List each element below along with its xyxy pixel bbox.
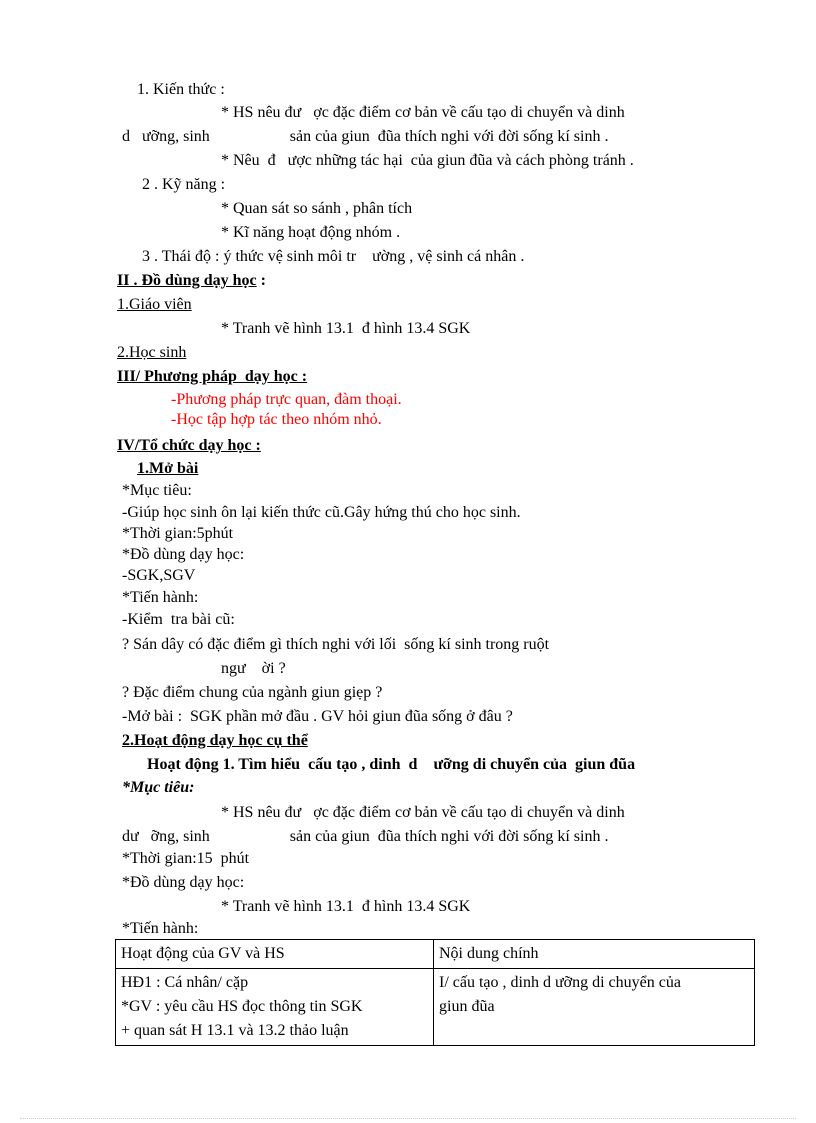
hoat-dong-1-title: Hoạt động 1. Tìm hiểu cấu tạo , dinh d ưỡng di chuyển của giun đũa: [147, 756, 636, 773]
hd1-thoi-gian: *Thời gian:15 phút: [122, 850, 250, 867]
do-dung-text: -SGK,SGV: [122, 567, 196, 584]
kiem-tra-label: -Kiểm tra bài cũ:: [122, 611, 235, 628]
cell-line: + quan sát H 13.1 và 13.2 thảo luận: [121, 1022, 349, 1039]
ky-nang-line-1: * Quan sát so sánh , phân tích: [221, 200, 413, 217]
section-3-heading: III/ Phương pháp dạy học :: [117, 368, 308, 385]
kien-thuc-line-2: d ưỡng, sinh sản của giun đũa thích nghi với đời sống kí sinh .: [122, 128, 609, 145]
hd1-tien-hanh-label: *Tiến hành:: [122, 920, 199, 937]
table-header-row: [116, 940, 755, 969]
do-dung-label: *Đồ dùng dạy học:: [122, 546, 245, 563]
table-header-cell: Hoạt động của GV và HS: [116, 940, 434, 969]
kien-thuc-line-3: * Nêu đ ược những tác hại của giun đũa và cách phòng tránh .: [221, 152, 634, 169]
hoat-dong-day-hoc-heading: 2.Hoạt động dạy học cụ thể: [122, 732, 308, 749]
kien-thuc-line-1: * HS nêu đư ợc đặc điểm cơ bản về cấu tạo di chuyển và dinh: [221, 104, 625, 121]
page-bottom-rule: [20, 1118, 796, 1119]
thoi-gian-label: *Thời gian:5phút: [122, 525, 234, 542]
mo-bai-text: -Mở bài : SGK phần mở đầu . GV hỏi giun đũa sống ở đâu ?: [122, 708, 513, 725]
ky-nang-heading: 2 . Kỹ năng :: [142, 176, 226, 193]
cell-line: giun đũa: [439, 998, 495, 1015]
cell-line: HĐ1 : Cá nhân/ cặp: [121, 974, 249, 991]
cell-line: I/ cấu tạo , dinh d ưỡng di chuyển của: [439, 974, 681, 991]
ky-nang-line-2: * Kĩ năng hoạt động nhóm .: [221, 224, 401, 241]
hd1-line-1: * HS nêu đư ợc đặc điểm cơ bản về cấu tạo di chuyển và dinh: [221, 804, 625, 821]
cell-line: *GV : yêu cầu HS đọc thông tin SGK: [121, 998, 363, 1015]
question-1-line-2: ngư ời ?: [221, 660, 286, 677]
section-4-heading: IV/Tổ chức dạy học :: [117, 437, 261, 454]
giao-vien-item: * Tranh vẽ hình 13.1 đ hình 13.4 SGK: [221, 320, 471, 337]
giao-vien-heading: 1.Giáo viên: [117, 296, 192, 313]
table-cell-gv-hs: [116, 969, 434, 1046]
question-1-line-1: ? Sán dây có đặc điểm gì thích nghi với lối sống kí sinh trong ruột: [122, 636, 550, 653]
section-2-heading-text: II . Đồ dùng dạy học: [117, 272, 257, 289]
hd1-muc-tieu-label: *Mục tiêu:: [122, 779, 195, 796]
hd1-do-dung-item: * Tranh vẽ hình 13.1 đ hình 13.4 SGK: [221, 898, 471, 915]
method-item-1: -Phương pháp trực quan, đàm thoại.: [171, 391, 402, 408]
table-row: [116, 969, 755, 1046]
question-2: ? Đặc điểm chung của ngành giun giẹp ?: [122, 684, 383, 701]
table-cell-noi-dung: [434, 969, 755, 1046]
thai-do-line: 3 . Thái độ : ý thức vệ sinh môi tr ường , vệ sinh cá nhân .: [142, 248, 525, 265]
section-2-heading-colon: :: [256, 272, 266, 289]
mo-bai-heading: 1.Mở bài: [137, 460, 199, 477]
hd1-line-2: dư ỡng, sinh sản của giun đũa thích nghi với đời sống kí sinh .: [122, 828, 609, 845]
activity-table: [115, 939, 755, 1046]
method-item-2: -Học tập hợp tác theo nhóm nhỏ.: [171, 411, 382, 428]
muc-tieu-label: *Mục tiêu:: [122, 482, 192, 499]
hd1-do-dung-label: *Đồ dùng dạy học:: [122, 874, 245, 891]
section-2-heading: [117, 271, 266, 291]
kien-thuc-heading: 1. Kiến thức :: [137, 81, 225, 98]
hoc-sinh-heading: 2.Học sinh: [117, 344, 187, 361]
muc-tieu-text: -Giúp học sinh ôn lại kiến thức cũ.Gây hứng thú cho học sinh.: [122, 504, 521, 521]
tien-hanh-label: *Tiến hành:: [122, 589, 199, 606]
table-header-cell: Nội dung chính: [434, 940, 755, 969]
